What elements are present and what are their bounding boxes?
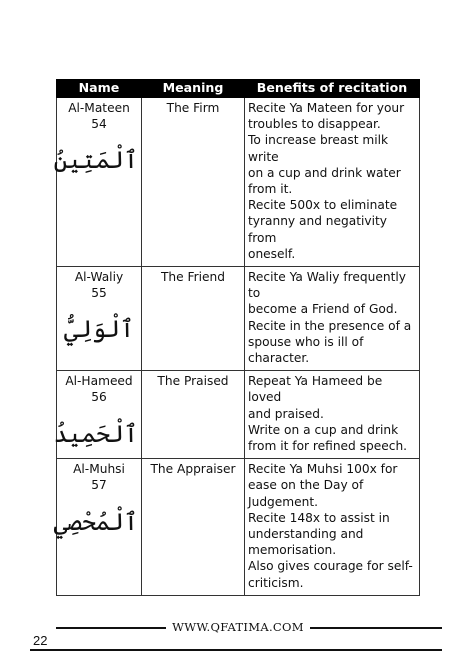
table-header-row (57, 80, 420, 98)
benefit-line: from it for refined speech. (248, 439, 408, 454)
meaning-cell: The Firm (142, 98, 245, 267)
benefit-line: troubles to disappear. (248, 117, 381, 132)
name-cell (53, 459, 142, 596)
benefit-line: on a cup and drink water (248, 165, 401, 180)
table-row (57, 267, 420, 371)
footer-website: WWW.QFATIMA.COM (172, 620, 304, 634)
arabic-calligraphy: ٱلْحَمِيدُ (53, 419, 138, 448)
footer-rule-left (56, 627, 166, 629)
benefit-line: criticism. (248, 575, 304, 590)
name-transliteration: Al-Mateen (68, 101, 130, 115)
arabic-calligraphy: ٱلْوَلِيُّ (63, 315, 135, 344)
header-name: Name (57, 80, 142, 98)
benefit-line: Judgement. (248, 494, 319, 509)
benefit-line: understanding and (248, 527, 364, 542)
benefits-cell (245, 267, 420, 371)
meaning-cell: The Praised (142, 371, 245, 459)
benefit-line: Recite Ya Waliy frequently to (248, 270, 406, 301)
benefit-line: become a Friend of God. (248, 302, 398, 317)
benefit-line: ease on the Day of (248, 478, 364, 493)
benefits-cell (245, 98, 420, 267)
header-benefits: Benefits of recitation (245, 80, 420, 98)
arabic-calligraphy: ٱلْمُحْصِي (53, 507, 138, 536)
table-row (57, 459, 420, 596)
benefit-line: Repeat Ya Hameed be loved (248, 374, 383, 405)
name-cell (53, 98, 142, 267)
benefit-line: Recite Ya Mateen for your (248, 101, 405, 115)
arabic-calligraphy: ٱلْمَتِينُ (53, 146, 138, 175)
benefit-line: Recite in the presence of a (248, 318, 412, 333)
name-number: 54 (91, 117, 107, 132)
benefit-line: memorisation. (248, 543, 337, 558)
name-transliteration: Al-Muhsi (73, 462, 125, 477)
benefit-line: from it. (248, 182, 293, 197)
benefit-line: Recite 148x to assist in (248, 510, 390, 525)
name-cell (57, 267, 142, 371)
name-transliteration: Al-Hameed (65, 374, 133, 389)
benefit-line: spouse who is ill of (248, 334, 364, 349)
benefit-line: and praised. (248, 406, 324, 421)
benefit-line: character. (248, 351, 310, 366)
name-cell (53, 371, 142, 459)
benefit-line: Write on a cup and drink (248, 422, 399, 437)
name-number: 56 (91, 390, 107, 405)
footer-rule-right (310, 627, 442, 629)
meaning-cell: The Appraiser (142, 459, 245, 596)
benefit-line: Recite Ya Muhsi 100x for (248, 462, 398, 477)
benefit-line: oneself. (248, 246, 296, 261)
benefits-cell (245, 371, 420, 459)
name-number: 57 (91, 478, 107, 493)
name-transliteration: Al-Waliy (74, 270, 124, 285)
page-number: 22 (33, 633, 48, 648)
names-table (53, 79, 420, 596)
table-row (57, 98, 420, 267)
benefit-line: Recite 500x to eliminate (248, 198, 398, 213)
benefit-line: To increase breast milk write (248, 133, 389, 164)
meaning-cell: The Friend (142, 267, 245, 371)
header-meaning: Meaning (142, 80, 245, 98)
table-row (57, 371, 420, 459)
name-number: 55 (91, 286, 107, 301)
benefit-line: Also gives courage for self- (248, 559, 413, 574)
footer-bottom-rule (30, 649, 442, 651)
benefits-cell (245, 459, 420, 596)
benefit-line: tyranny and negativity from (248, 214, 387, 245)
